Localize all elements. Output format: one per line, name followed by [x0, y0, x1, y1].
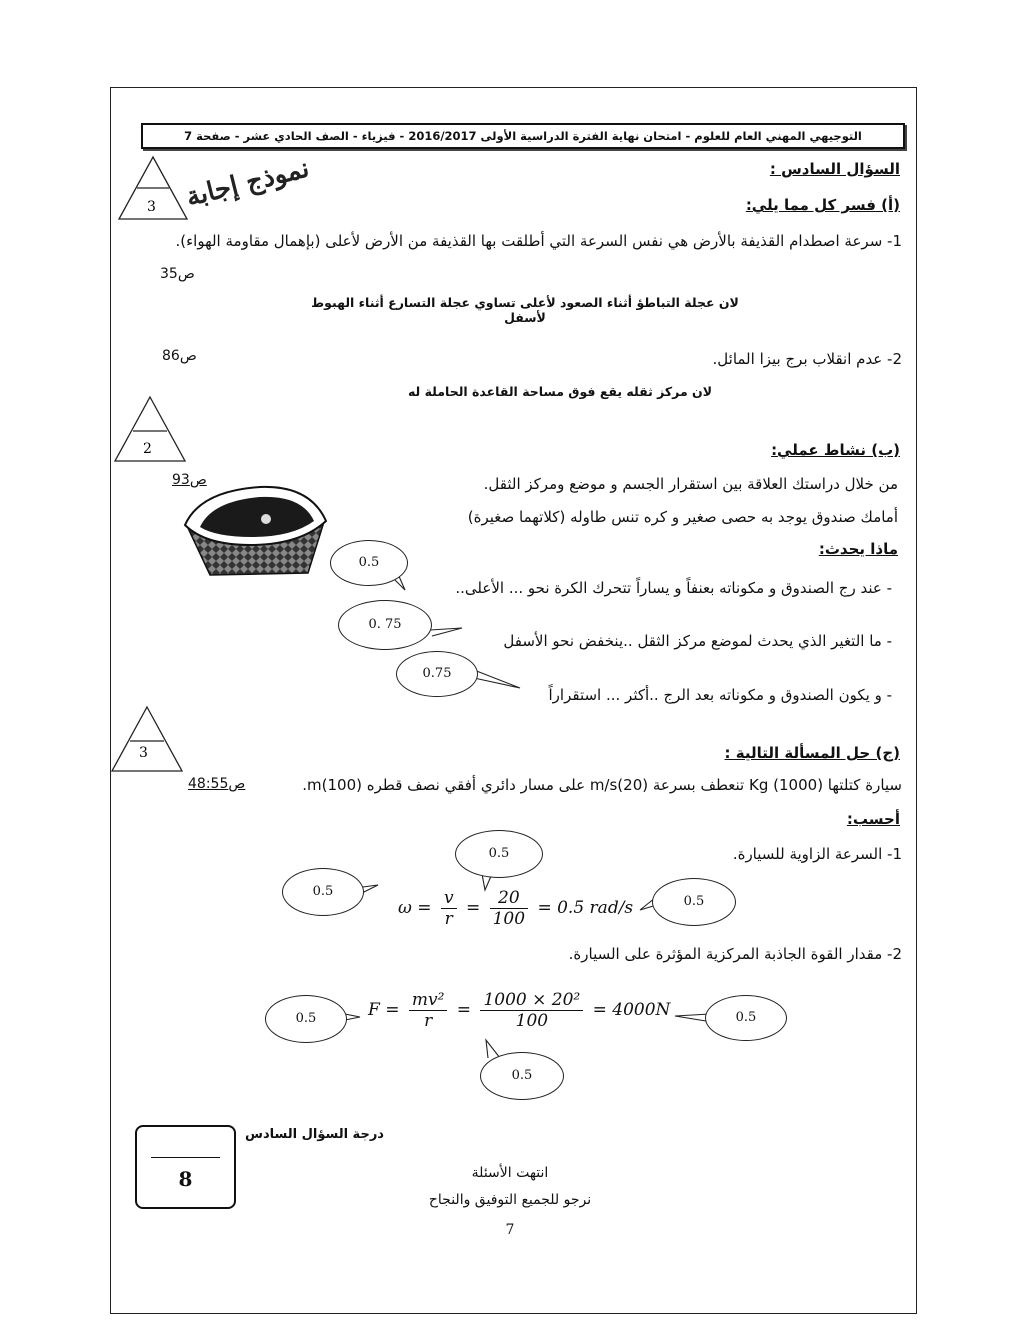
score-bubble-c6: 0.5 — [480, 1052, 564, 1100]
part-a-title: (أ) فسر كل مما يلي: — [745, 196, 900, 214]
score-bubble-c3: 0.5 — [652, 878, 736, 926]
what-happens-label: ماذا يحدث: — [818, 540, 898, 558]
part-c-q1: 1- السرعة الزاوية للسيارة. — [732, 845, 902, 863]
eq1-r: r — [444, 909, 453, 929]
score-value: 8 — [178, 1167, 193, 1191]
part-b-intro2: أمامك صندوق يوجد به حصى صغير و كره تنس طاوله (كلاتهما صغيرة) — [467, 508, 898, 526]
box-illustration — [180, 473, 330, 583]
score-divider — [151, 1157, 220, 1158]
part-b-bullet3: - و يكون الصندوق و مكوناته بعد الرج ..أكثر ... استقراراً — [548, 686, 892, 704]
eq2-result: = 4000N — [592, 1000, 671, 1020]
exam-header: التوجيهي المهني العام للعلوم - امتحان نهاية الفترة الدراسية الأولى 2016/2017 - فيزياء - الصف الحادي عشر - صفحة 7 — [141, 123, 905, 149]
score-bubble-c5: 0.5 — [705, 995, 787, 1041]
question-title: السؤال السادس : — [769, 160, 900, 178]
mark-triangle-c — [110, 705, 184, 773]
eq2-lhs: F — [368, 1000, 380, 1020]
score-bubble-c2: 0.5 — [282, 868, 364, 916]
item2-ref: ص86 — [162, 348, 197, 364]
answer-key-stamp: نموذج إجابة — [183, 153, 313, 213]
item1-answer: لان عجلة التباطؤ أثناء الصعود لأعلى تساوي عجلة التسارع أثناء الهبوط لأسفل — [311, 295, 739, 325]
eq1-result: = 0.5 rad/s — [537, 898, 634, 918]
part-a-item1: 1- سرعة اصطدام القذيفة بالأرض هي نفس السرعة التي أطلقت بها القذيفة من الأرض لأعلى (بإهمال مقاومة الهواء). — [175, 232, 902, 250]
mark-triangle-a — [117, 155, 189, 221]
eq1-den: 100 — [492, 909, 526, 929]
mark-triangle-b — [113, 395, 187, 463]
part-c-q2: 2- مقدار القوة الجاذبة المركزية المؤثرة على السيارة. — [568, 945, 902, 963]
eq1-lhs: ω — [398, 898, 412, 918]
item1-ref: ص35 — [160, 266, 195, 282]
score-bubble-b3: 0.75 — [396, 651, 478, 697]
equation-force: F = $\frac{\text{mv²}}{r}$ = $\frac{\text{1000 × 20²}}{100}$ = 4000N — [368, 990, 671, 1031]
part-b-title: (ب) نشاط عملي: — [771, 441, 900, 459]
mark-a: 3 — [147, 199, 156, 215]
footer-line1: انتهت الأسئلة — [471, 1165, 549, 1181]
eq1-num: 20 — [490, 888, 528, 909]
part-c-title: (ج) حل المسألة التالية : — [724, 744, 900, 762]
eq2-num2: 1000 × 20² — [480, 990, 583, 1011]
score-bubble-c4: 0.5 — [265, 995, 347, 1043]
eq2-den2: 100 — [515, 1011, 549, 1031]
equation-omega: ω = $\frac{v}{r}$ = $\frac{20}{100}$ = 0.5 rad/s — [398, 888, 634, 929]
part-c-ref: ص48:55 — [188, 776, 246, 792]
footer-line2: نرجو للجميع التوفيق والنجاح — [428, 1192, 592, 1208]
eq2-num1: mv² — [409, 990, 448, 1011]
page-number: 7 — [505, 1222, 515, 1238]
mark-b: 2 — [143, 441, 152, 457]
calc-label: أحسب: — [846, 810, 900, 828]
eq2-den1: r — [424, 1011, 433, 1031]
part-c-problem: سيارة كتلتها (1000) Kg تنعطف بسرعة (20)m/s على مسار دائري أفقي نصف قطره (100)m. — [302, 776, 902, 794]
score-bubble-c1: 0.5 — [455, 830, 543, 878]
item2-answer: لان مركز ثقله يقع فوق مساحة القاعدة الحاملة له — [407, 384, 713, 399]
score-bubble-b1: 0.5 — [330, 540, 408, 586]
part-b-bullet2: - ما التغير الذي يحدث لموضع مركز الثقل ..ينخفض نحو الأسفل — [503, 632, 892, 650]
part-b-ref: ص93 — [172, 472, 207, 488]
mark-c: 3 — [139, 745, 148, 761]
eq1-v: v — [441, 888, 457, 909]
score-bubble-b2: 0. 75 — [338, 600, 432, 650]
score-label: درجة السؤال السادس — [245, 1127, 384, 1142]
part-b-intro1: من خلال دراستك العلاقة بين استقرار الجسم و موضع ومركز الثقل. — [483, 475, 898, 493]
part-b-bullet1: - عند رج الصندوق و مكوناته بعنفاً و يساراً تتحرك الكرة نحو ... الأعلى.. — [455, 579, 892, 597]
part-a-item2: 2- عدم انقلاب برج بيزا المائل. — [712, 350, 902, 368]
